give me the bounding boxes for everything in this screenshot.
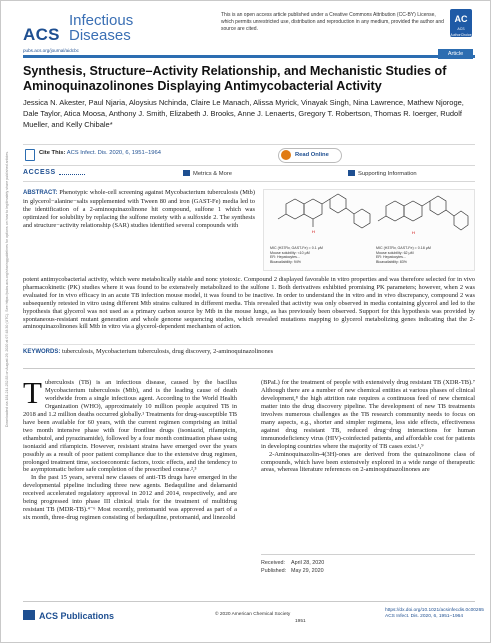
- cite-this[interactable]: [39, 150, 161, 156]
- dropcap: T: [23, 375, 42, 410]
- article-title: Synthesis, Structure–Activity Relationship, and Mechanistic Studies of Aminoquinazolinones Displaying Antimycobacterial Activity: [23, 64, 447, 93]
- mol2-caption-line: ER: Hepatocytes...: [376, 255, 406, 260]
- abstract-label: ABSTRACT:: [23, 190, 58, 196]
- supporting-info-icon: [348, 170, 355, 176]
- intro-p1-text: uberculosis (TB) is an infectious disease, caused by the bacillus Mycobacterium tuberculosis (Mtb), and is the leading cause of death worldwide from a single infectious agent. According to the World Health Organization (WHO), approximately 10 million people acquired TB in 2018 and 1.2 million deaths occurred globally.¹ Treatments for drug-susceptible TB have been available for 60 years, with the current regimen comprising an initial two month intensive phase with four frontline drugs (isoniazid, rifampicin, ethambutol, and pyrazinamide), followed by a four month continuation phase using isoniazid and rifampicin. However, resistant strains have emerged over the years possibly as a result of poor patient compliance due to the extensive drug regimen, prolonged treatment time, socioeconomic factors, toxic effects, and the tendency to be asymptomatic before safe completion of the prescribed course.²,³: [23, 379, 237, 474]
- cite-icon: [25, 149, 35, 161]
- access-label: ACCESS: [23, 169, 56, 176]
- supporting-info-label: Supporting Information: [358, 171, 417, 177]
- header-rule: [23, 55, 475, 58]
- footer-citation: [385, 608, 484, 620]
- access-bar: [23, 169, 475, 182]
- mol1-caption-line: MIC (H37Rv, GAST-Fe) = 0.1 μM: [270, 246, 323, 250]
- doi-link[interactable]: https://dx.doi.org/10.1021/acsinfecdis.0c00265: [385, 608, 484, 613]
- metrics-label: Metrics & More: [193, 171, 232, 177]
- abstract-text-full: potent antimycobacterial activity, which were metabolically stable and nonc ytotoxic. Compound 2 displayed favorable in vitro properties and was therefore selected for in vivo pharmacokinetic (PK) studies where it was found to be extensively metabolized to the sulfone 1. Both derivatives exhibited promising PK parameters; however, when 2 was evaluated for in vivo efficacy in an acute TB infection mouse model, it was found to be inactive. In order to understand the in vitro and in vivo discrepancy, compound 2 was subsequently retested in vitro using different Mtb strains cultured in different media. This revealed that activity was only observed in media containing glycerol and led to the hypothesis that glycerol was not used as a primary carbon source by Mtb in the mouse lungs, as has previously been observed. Support for this hypothesis was provided by spontaneous-resistant mutant generation and whole genome sequencing studies, which revealed mutations mapping to glycerol metabolizing genes indicating that the 2-aminoquinazolinones kill Mtb in vitro via a glycerol-dependent mechanism of action.: [23, 276, 475, 331]
- footer-cite-short: ACS Infect. Dis. 2020, 6, 1951−1964: [385, 614, 464, 619]
- mol2-caption-line: Bioavailability: 83%: [376, 259, 407, 264]
- acs-publications-logo[interactable]: [23, 610, 114, 621]
- received-label: Received:: [261, 560, 285, 566]
- acs-logo-icon: [23, 610, 35, 620]
- metrics-link[interactable]: [183, 170, 232, 177]
- body-column-right: [261, 379, 475, 474]
- abstract-left-text: [23, 189, 255, 230]
- published-date: May 29, 2020: [291, 568, 324, 574]
- keywords-text: tuberculosis, Mycobacterium tuberculosis, drug discovery, 2-aminoquinazolinones: [61, 348, 274, 355]
- citation-reference: ACS Infect. Dis. 2020, 6, 1951−1964: [66, 150, 161, 156]
- page-number: 1951: [295, 619, 306, 624]
- cite-bar: [23, 144, 475, 166]
- copyright: © 2020 American Chemical Society: [215, 612, 291, 617]
- access-dots: [59, 174, 85, 175]
- body-column-left: [23, 375, 237, 522]
- journal-name-line2: Diseases: [69, 27, 131, 44]
- keywords: [23, 344, 475, 357]
- supporting-info-link[interactable]: [348, 170, 417, 177]
- badge-main-text: AC: [454, 14, 468, 24]
- download-watermark: [5, 151, 15, 531]
- page-footer: [23, 601, 484, 628]
- metrics-icon: [183, 170, 190, 176]
- mol2-caption-line: Mouse solubility: 62 μM: [376, 250, 414, 255]
- journal-header: [23, 9, 475, 43]
- cite-label: Cite This:: [39, 150, 66, 156]
- read-online-label: Read Online: [295, 152, 329, 158]
- open-access-notice: This is an open access article published under a Creative Commons Attribution (CC-BY) License, which permits unrestricted use, distribution and reproduction in any medium, provided the author and source are cited.: [221, 12, 444, 32]
- download-watermark-text: Downloaded via 181.214.252.83 on August 29, 2020 at 07:48:30 (UTC). See https://pubs.acs.org/sharingguidelines for options on how to legitimately share published articles.: [5, 151, 9, 428]
- article-type-tag: Article: [438, 49, 473, 59]
- keywords-label: KEYWORDS:: [23, 349, 61, 355]
- mol1-caption-line: Mouse solubility: <10 μM: [270, 250, 310, 255]
- received-row: [261, 559, 475, 567]
- abstract-section: [23, 189, 475, 339]
- publisher-name: ACS Publications: [39, 611, 115, 621]
- molecule-1-caption: [270, 246, 323, 264]
- mol2-caption-line: MIC (H37Rv, GAST-Fe) = 0.18 μM: [376, 246, 431, 250]
- mol1-caption-line: ER: Hepatocytes...: [270, 255, 300, 260]
- publisher-abbr: ACS: [23, 25, 60, 44]
- badge-sub-text: ACS AuthorChoice: [450, 27, 472, 37]
- toc-graphic: [263, 189, 475, 271]
- mol1-caption-line: Bioavailability: 94%: [270, 259, 301, 264]
- journal-name-line1: Infectious: [69, 12, 134, 29]
- journal-url[interactable]: pubs.acs.org/journal/aidcbc: [23, 48, 79, 53]
- intro-paragraph-3: (BPaL) for the treatment of people with extensively drug resistant TB (XDR-TB).⁷ Although there are a number of new chemical entities at various phases of clinical development,⁸ the high attrition rate requires a continuous feed of new chemical matter into the drug discovery pipeline. The development of new TB treatments involves numerous challenges as the TB research community needs to focus on many aspects, e.g., shorter and simpler regimens, less side effects, effectiveness against drug resistant TB, reduced drug−drug interactions for human immunodeficiency virus (HIV)-coinfected patients, and affordable cost for patients in developing countries where the majority of TB cases exist.¹,⁹: [261, 379, 475, 450]
- atom-label-1: H: [312, 229, 315, 234]
- intro-paragraph-4: 2-Aminoquinazolin-4(3H)-ones are derived from the quinazolinone class of compounds, which have been extensively explored in a wide range of therapeutic areas, whereas literature references on 2-aminoquinazolinones are: [261, 450, 475, 474]
- read-online-button[interactable]: [278, 148, 342, 163]
- abstract-text-left: Phenotypic whole-cell screening against Mycobacterium tuberculosis (Mtb) in glycerol−alanine−salts supplemented with Tween 80 and iron (GAST-Fe) media led to the identification of a 2-aminoquinazolinone hit compound, sulfone 1 which was optimized for solubility by replacing the sulfone moiety with a sulfoxide 2. The synthesis and structure−activity relationship (SAR) studies identified several compounds with: [23, 189, 255, 229]
- published-label: Published:: [261, 568, 287, 574]
- read-online-icon: [281, 150, 291, 160]
- published-row: [261, 567, 475, 575]
- received-published-box: [261, 554, 475, 575]
- authorchoice-badge-icon[interactable]: [450, 9, 472, 37]
- section-divider: [23, 368, 475, 369]
- intro-paragraph-1: [23, 375, 237, 474]
- received-date: April 28, 2020: [291, 560, 325, 566]
- molecule-2-caption: [376, 246, 431, 264]
- intro-paragraph-2: In the past 15 years, several new classes of anti-TB drugs have emerged in the developmental pipeline including three new agents. Bedaquiline and delamanid received accelerated regulatory approval in 2012 and 2014, respectively, and are being progressed into phase III clinical trials for the treatment of multidrug resistant TB (MDR-TB).⁴⁻⁶ Most recently, pretomanid was approved as part of a six month, three-drug regimen consisting of bedaquiline, pretomanid, and linezolid: [23, 474, 237, 522]
- author-list: Jessica N. Akester, Paul Njaria, Aloysius Nchinda, Claire Le Manach, Alissa Myrick, Vinayak Singh, Nina Lawrence, Mathew Njoroge, Dale Taylor, Atica Moosa, Anthony J. Smith, Elizabeth J. Brooks, Anne J. Lenaerts, Gregory T. Robertson, Thomas R. Ioerger, Rudolf Mueller, and Kelly Chibale*: [23, 98, 464, 129]
- atom-label-2: H: [412, 230, 415, 235]
